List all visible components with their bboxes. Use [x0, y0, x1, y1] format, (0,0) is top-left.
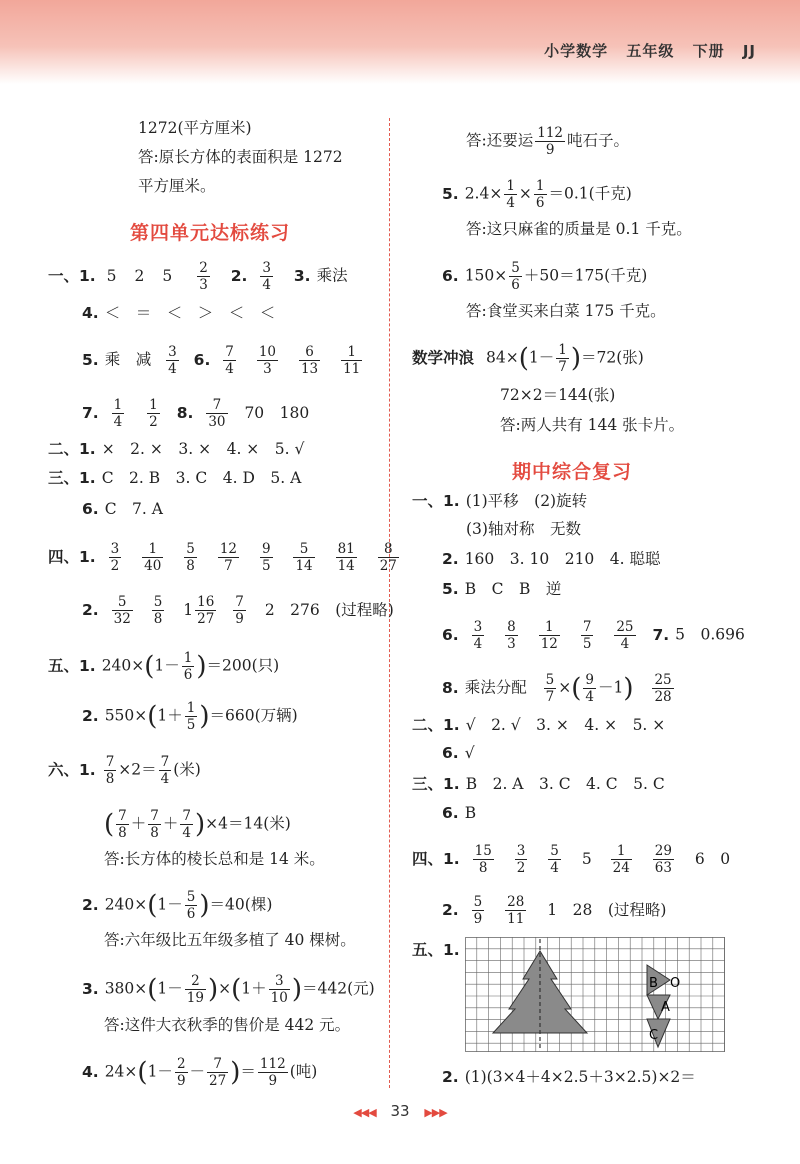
answer-1-4: 4. ＜ ＝ ＜ ＞ ＜ ＜	[82, 304, 276, 322]
mid-answer-5-2: 2. (1)(3×4＋4×2.5＋3×2.5)×2＝	[442, 1068, 696, 1086]
answer-6-3: 3. 380×(1－ $\frac{2}{19}$ )×(1＋ $\frac{3}{10}$ )＝442(元)	[82, 973, 375, 1006]
section-title-unit4: 第四单元达标练习	[130, 222, 291, 244]
left-line-2: 答:原长方体的表面积是 1272	[138, 148, 343, 166]
mid-answer-2-6: 6. √	[442, 744, 475, 762]
page-footer	[0, 1102, 800, 1120]
left-arrows: ◀◀◀	[353, 1106, 376, 1119]
header-edition: JJ	[742, 42, 756, 60]
right-answer-5-text: 答:这只麻雀的质量是 0.1 千克。	[466, 220, 692, 238]
answer-6-1: 六、1. $\frac{7}{8}$ ×2＝ $\frac{7}{4}$ (米)	[48, 754, 201, 787]
header-subject: 小学数学	[544, 42, 609, 60]
mid-answer-4-1: 四、1. $\frac{15}{8}$ $\frac{3}{2}$ $\frac{5}{4}$ 5 $\frac{1}{24}$ $\frac{29}{63}$ 6 0	[412, 843, 731, 876]
mid-answer-1-6: 6. $\frac{3}{4}$ $\frac{8}{3}$ $\frac{1}{12}$ $\frac{7}{5}$ $\frac{25}{4}$ 7. 5 0.696	[442, 619, 745, 652]
right-answer-6-text: 答:食堂买来白菜 175 千克。	[466, 302, 666, 320]
mid-answer-2: 二、1. √ 2. √ 3. × 4. × 5. ×	[412, 716, 666, 734]
answer-5-2: 2. 550×(1＋ $\frac{1}{5}$ )＝660(万辆)	[82, 700, 298, 733]
mid-answer-4-2: 2. $\frac{5}{9}$ $\frac{28}{11}$ 1 28 (过程略)	[442, 894, 667, 927]
answer-4-1: 四、1. $\frac{3}{2}$ $\frac{1}{40}$ $\frac{5}{8}$ $\frac{12}{7}$ $\frac{9}{5}$ $\frac{5}{14}$ $\frac{81}{14}$ $\frac{8}{27}$	[48, 541, 397, 574]
challenge-answer: 答:两人共有 144 张卡片。	[500, 416, 685, 434]
mid-answer-1-2: 2. 160 3. 10 210 4. 聪聪	[442, 550, 661, 568]
geometry-grid-figure	[465, 937, 725, 1052]
label-c: C	[649, 1028, 659, 1043]
answer-1-7-8: 7. $\frac{1}{4}$ $\frac{1}{2}$ 8. $\frac{7}{30}$ 70 180	[82, 397, 310, 430]
header-term: 下册	[692, 42, 725, 60]
mid-answer-1-8: 8. 乘法分配 $\frac{5}{7}$ ×( $\frac{9}{4}$ －1) $\frac{25}{28}$	[442, 672, 672, 705]
mid-answer-1-1: 一、1. (1)平移 (2)旋转	[412, 492, 588, 510]
challenge-line-1: 数学冲浪 84×(1－ $\frac{1}{7}$ )＝72(张)	[412, 342, 644, 375]
answer-4-2: 2. $\frac{5}{32}$ $\frac{5}{8}$ 1 $\frac{16}{27}$ $\frac{7}{9}$ 2 276 (过程略)	[82, 594, 394, 627]
label-b: B	[649, 976, 658, 991]
page-number: 33	[390, 1102, 410, 1120]
answer-6-3-text: 答:这件大衣秋季的售价是 442 元。	[104, 1016, 351, 1034]
section-title-midterm: 期中综合复习	[512, 461, 633, 483]
answer-6-1-calc: ( $\frac{7}{8}$ ＋ $\frac{7}{8}$ ＋ $\frac{7}{4}$ )×4＝14(米)	[104, 808, 291, 841]
left-line-3: 平方厘米。	[138, 177, 216, 195]
right-answer-5: 5. 2.4× $\frac{1}{4}$ × $\frac{1}{6}$ ＝0.1(千克)	[442, 178, 632, 211]
right-answer-4-text: 答:还要运 $\frac{112}{9}$ 吨石子。	[466, 125, 630, 158]
answer-6-4: 4. 24×(1－ $\frac{2}{9}$ － $\frac{7}{27}$ )＝ $\frac{112}{9}$ (吨)	[82, 1056, 318, 1089]
header-grade: 五年级	[626, 42, 675, 60]
answer-3-6: 6. C 7. A	[82, 500, 163, 518]
mid-answer-1-1b: (3)轴对称 无数	[466, 520, 581, 538]
answer-2: 二、1. × 2. × 3. × 4. × 5. √	[48, 440, 305, 458]
answer-3: 三、1. C 2. B 3. C 4. D 5. A	[48, 469, 302, 487]
right-answer-6: 6. 150× $\frac{5}{6}$ ＋50＝175(千克)	[442, 260, 648, 293]
answer-6-2: 2. 240×(1－ $\frac{5}{6}$ )＝40(棵)	[82, 889, 273, 922]
mid-answer-3: 三、1. B 2. A 3. C 4. C 5. C	[412, 775, 665, 793]
answer-6-2-text: 答:六年级比五年级多植了 40 棵树。	[104, 931, 356, 949]
mid-answer-3-6: 6. B	[442, 804, 477, 822]
answer-1-row1: 一、1. 5 2 5 $\frac{2}{3}$ 2. $\frac{3}{4}$ 3. 乘法	[48, 260, 348, 293]
mid-answer-5-label: 五、1.	[412, 941, 460, 959]
answer-5-1: 五、1. 240×(1－ $\frac{1}{6}$ )＝200(只)	[48, 650, 280, 683]
answer-1-5-6: 5. 乘 减 $\frac{3}{4}$ 6. $\frac{7}{4}$ $\frac{10}{3}$ $\frac{6}{13}$ $\frac{1}{11}$	[82, 344, 361, 377]
header-info	[532, 40, 756, 61]
right-arrows: ▶▶▶	[424, 1106, 447, 1119]
left-line-1: 1272(平方厘米)	[138, 119, 252, 137]
mid-answer-1-5: 5. B C B 逆	[442, 580, 562, 598]
label-o: O	[670, 976, 681, 991]
label-a: A	[661, 1000, 670, 1015]
challenge-line-2: 72×2＝144(张)	[500, 386, 616, 404]
answer-6-1-text: 答:长方体的棱长总和是 14 米。	[104, 850, 325, 868]
